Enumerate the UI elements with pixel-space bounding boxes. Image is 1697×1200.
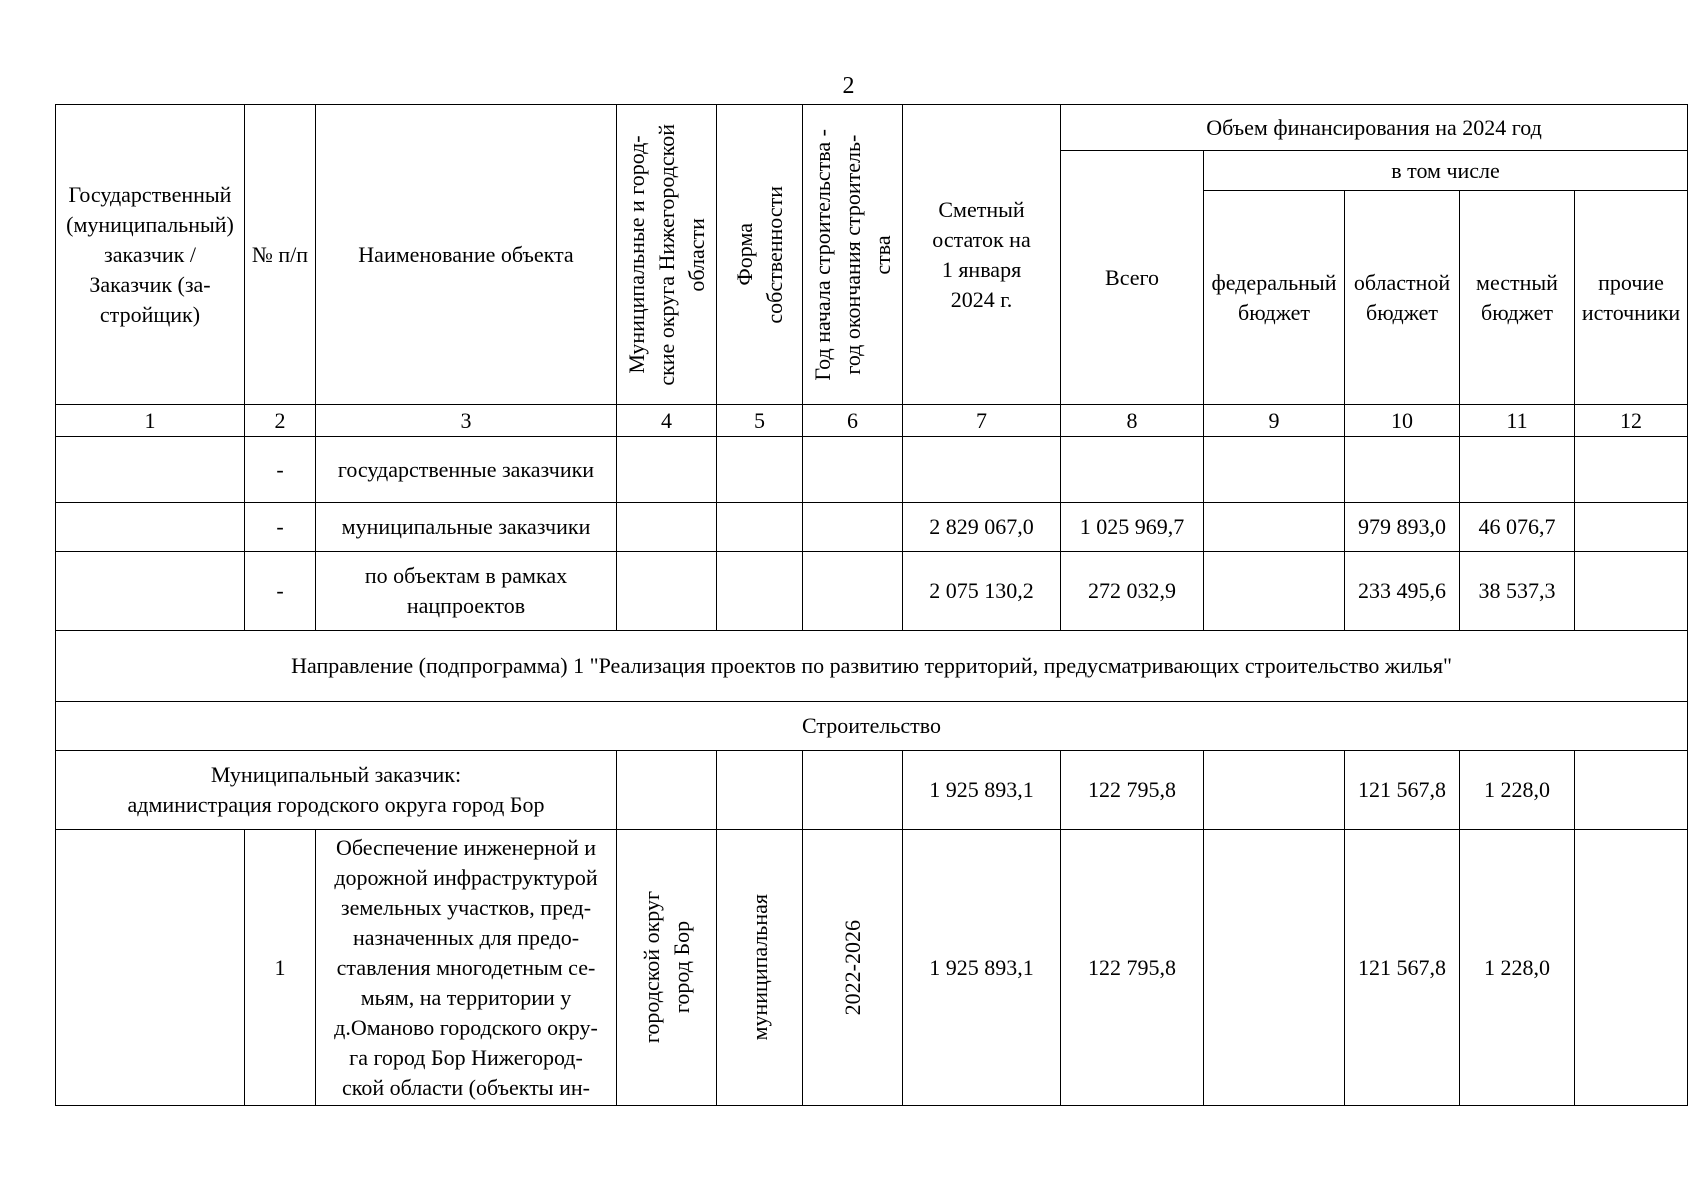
row-regional: 979 893,0 [1345, 503, 1460, 552]
row-name: муниципальные заказчики [316, 503, 617, 552]
col-number: 7 [903, 405, 1061, 437]
row-other [1575, 437, 1688, 503]
row-remain: 2 075 130,2 [903, 552, 1061, 631]
row-local: 46 076,7 [1460, 503, 1575, 552]
row-remain: 2 829 067,0 [903, 503, 1061, 552]
row-dash: - [245, 552, 316, 631]
header-federal: федеральный бюджет [1204, 191, 1345, 405]
col-number: 2 [245, 405, 316, 437]
row-federal [1204, 552, 1345, 631]
row-regional [1345, 437, 1460, 503]
col-number: 11 [1460, 405, 1575, 437]
object-total: 122 795,8 [1061, 830, 1204, 1106]
section-title: Строительство [56, 702, 1688, 751]
header-row-1 [56, 105, 1688, 151]
header-financing: Объем финансирования на 2024 год [1061, 105, 1688, 151]
financing-table [55, 104, 1688, 1106]
col-number: 8 [1061, 405, 1204, 437]
row-dash: - [245, 437, 316, 503]
col-number: 1 [56, 405, 245, 437]
object-ownership: муниципальная [717, 830, 803, 1106]
header-years: Год начала строительства - год окончания строитель- ства [803, 105, 903, 405]
header-total: Всего [1061, 151, 1204, 405]
col-number: 3 [316, 405, 617, 437]
object-number: 1 [245, 830, 316, 1106]
row-local: 38 537,3 [1460, 552, 1575, 631]
row-federal [1204, 503, 1345, 552]
customer-row [56, 751, 1688, 830]
col-number: 5 [717, 405, 803, 437]
header-object-name: Наименование объекта [316, 105, 617, 405]
object-years: 2022-2026 [803, 830, 903, 1106]
section-row [56, 702, 1688, 751]
table-row [56, 503, 1688, 552]
header-regional: областной бюджет [1345, 191, 1460, 405]
header-ownership: Форма собственности [717, 105, 803, 405]
column-numbers-row [56, 405, 1688, 437]
object-name: Обеспечение инженерной и дорожной инфраструктурой земельных участков, пред- назначенных для предо- ставления многодетным се- мьям, на территории у д.Оманово городского окру- га город Бор Нижегород- ской области (объекты ин- [316, 830, 617, 1106]
object-municipality: городской округ город Бор [617, 830, 717, 1106]
col-number: 10 [1345, 405, 1460, 437]
customer-regional: 121 567,8 [1345, 751, 1460, 830]
table-row [56, 552, 1688, 631]
col-number: 4 [617, 405, 717, 437]
customer-remain: 1 925 893,1 [903, 751, 1061, 830]
row-total: 1 025 969,7 [1061, 503, 1204, 552]
row-federal [1204, 437, 1345, 503]
direction-title: Направление (подпрограмма) 1 "Реализация проектов по развитию территорий, предусматривающих строительство жилья" [56, 631, 1688, 702]
direction-row [56, 631, 1688, 702]
row-regional: 233 495,6 [1345, 552, 1460, 631]
header-customer: Государственный (муниципальный) заказчик / Заказчик (за- стройщик) [56, 105, 245, 405]
row-total: 272 032,9 [1061, 552, 1204, 631]
row-name: по объектам в рамках нацпроектов [316, 552, 617, 631]
object-local: 1 228,0 [1460, 830, 1575, 1106]
row-local [1460, 437, 1575, 503]
customer-name: Муниципальный заказчик: администрация городского округа город Бор [56, 751, 617, 830]
header-other: прочие источники [1575, 191, 1688, 405]
header-municipality: Муниципальные и город- ские округа Нижегородской области [617, 105, 717, 405]
col-number: 9 [1204, 405, 1345, 437]
page-number: 2 [842, 73, 855, 99]
row-dash: - [245, 503, 316, 552]
customer-total: 122 795,8 [1061, 751, 1204, 830]
row-remain [903, 437, 1061, 503]
col-number: 6 [803, 405, 903, 437]
row-other [1575, 552, 1688, 631]
header-number: № п/п [245, 105, 316, 405]
customer-local: 1 228,0 [1460, 751, 1575, 830]
table-row [56, 437, 1688, 503]
object-remain: 1 925 893,1 [903, 830, 1061, 1106]
header-remaining-estimate: Сметный остаток на 1 января 2024 г. [903, 105, 1061, 405]
row-total [1061, 437, 1204, 503]
row-other [1575, 503, 1688, 552]
header-local: местный бюджет [1460, 191, 1575, 405]
object-row [56, 830, 1688, 1106]
col-number: 12 [1575, 405, 1688, 437]
row-name: государственные заказчики [316, 437, 617, 503]
object-regional: 121 567,8 [1345, 830, 1460, 1106]
header-including: в том числе [1204, 151, 1688, 191]
